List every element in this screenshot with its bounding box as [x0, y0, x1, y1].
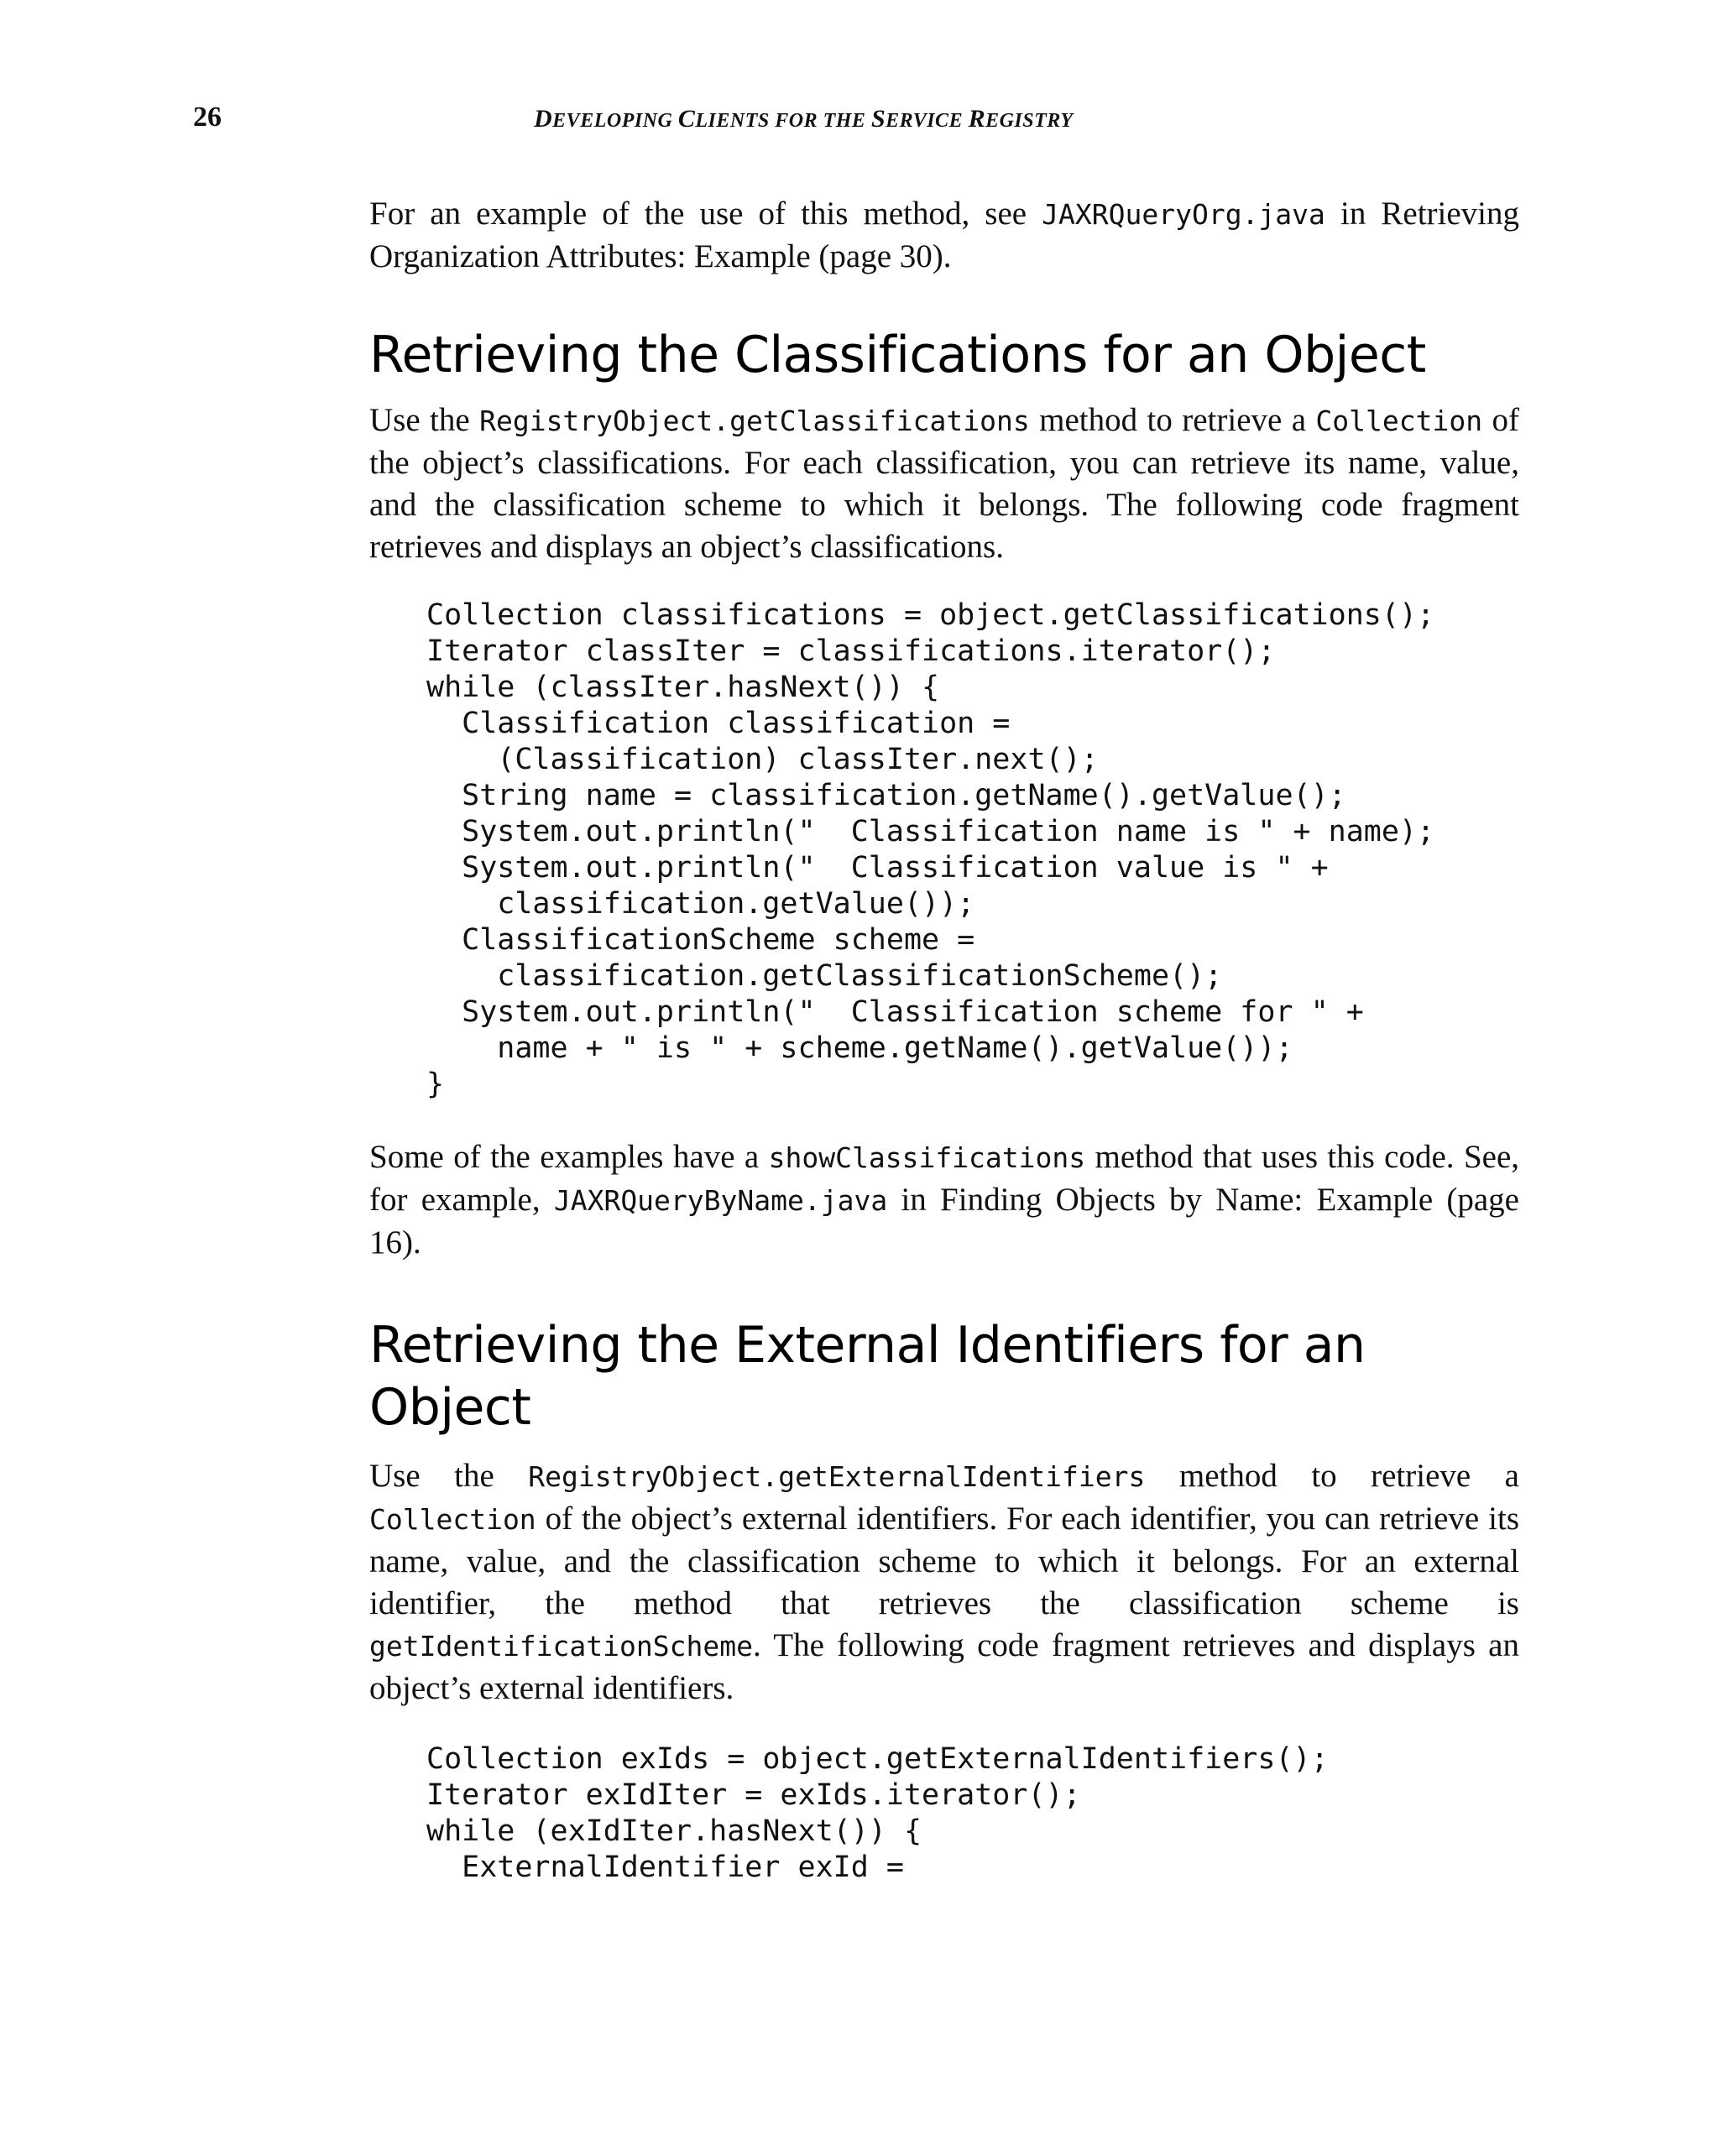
external-identifiers-code-block: Collection exIds = object.getExternalIdentifiers(); Iterator exIdIter = exIds.iterator(); while (exIdIter.hasNext()) { ExternalIdentifier exId = — [426, 1742, 1329, 1884]
classifications-code-block: Collection classifications = object.getClassifications(); Iterator classIter = classifications.iterator(); while (classIter.hasNext()) { Classification classification = (Classification) classIter.next(); String name = classification.getName().getValue(); System.out.println(" Classification name is " + name); System.out.println(" Classification value is " + classification.getValue()); ClassificationScheme scheme = classification.getClassificationScheme(); System.out.println(" Classification scheme for " + name + " is " + scheme.getName().getValue()); } — [426, 598, 1435, 1101]
running-header: DEVELOPING CLIENTS FOR THE SERVICE REGISTRY — [534, 105, 1074, 133]
intro-paragraph: For an example of the use of this method, see JAXRQueryOrg.java in Retrieving Organization Attributes: Example (page 30). — [369, 196, 1519, 274]
external-identifiers-intro-paragraph: Use the RegistryObject.getExternalIdentifiers method to retrieve a Collection of the object’s external identifiers. For each identifier, you can retrieve its name, value, and the classification scheme to which it belongs. For an external identifier, the method that retrieves the classification scheme is getIdentificationScheme. The following code fragment retrieves and displays an object’s external identifiers. — [369, 1458, 1519, 1706]
classifications-intro-paragraph: Use the RegistryObject.getClassifications method to retrieve a Collection of the object’s classifications. For each classification, you can retrieve its name, value, and the classification scheme to which it belongs. The following code fragment retrieves and displays an object’s classifications. — [369, 402, 1519, 565]
page-content — [369, 193, 1519, 1886]
section-heading-classifications: Retrieving the Classifications for an Object — [369, 326, 1426, 384]
section-heading-external-identifiers: Retrieving the External Identifiers for an Object — [369, 1316, 1366, 1437]
page-number: 26 — [193, 102, 222, 133]
classifications-examples-paragraph: Some of the examples have a showClassifications method that uses this code. See, for example, JAXRQueryByName.java in Finding Objects by Name: Example (page 16). — [369, 1139, 1519, 1261]
